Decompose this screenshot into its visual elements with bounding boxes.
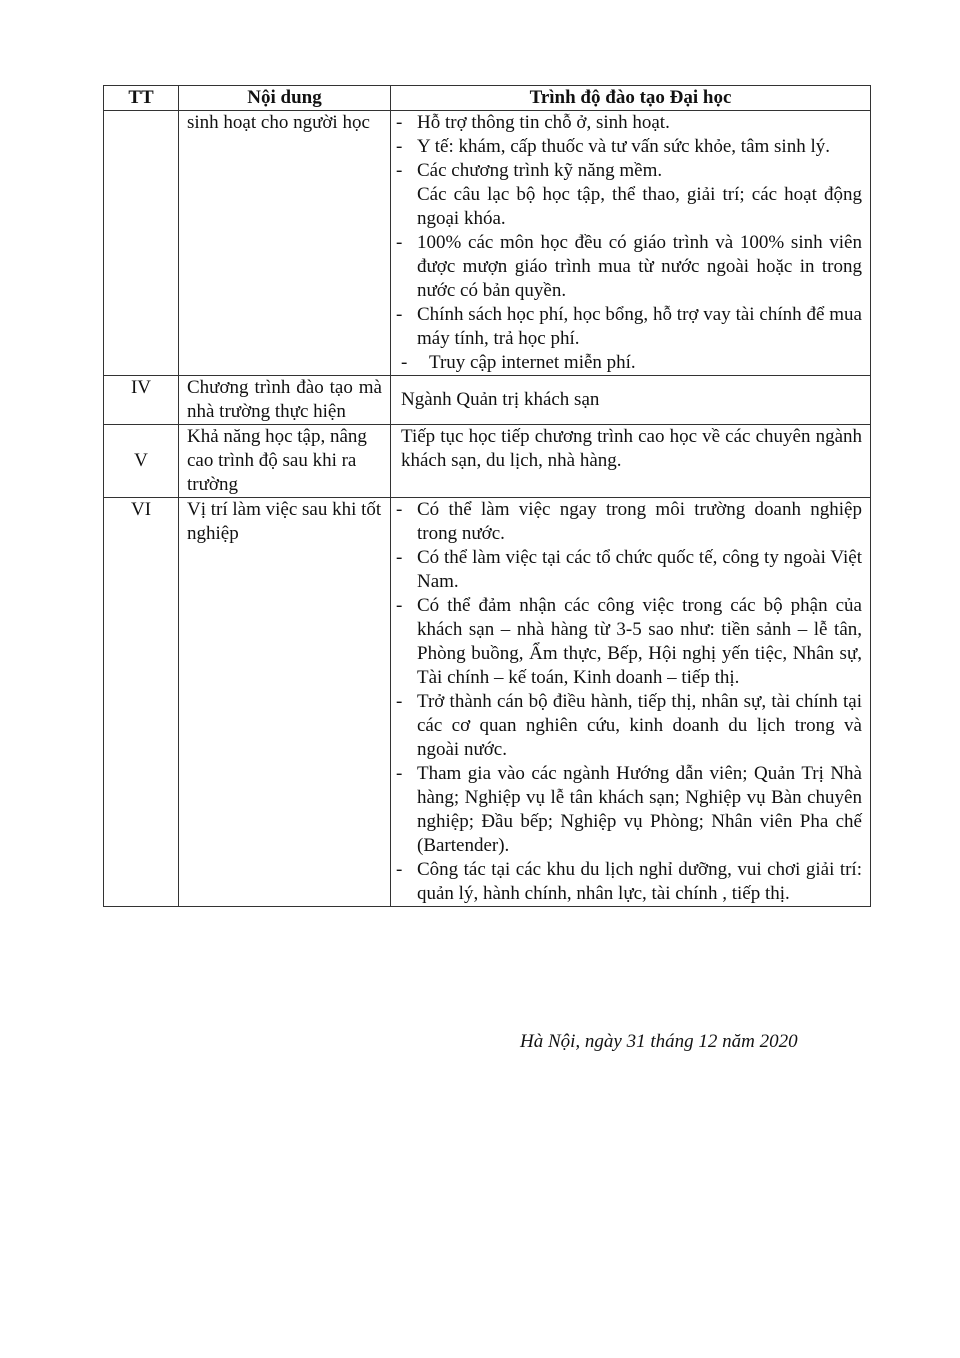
row-v-tt: V xyxy=(104,425,179,498)
header-tt: TT xyxy=(104,86,179,111)
row-support-level xyxy=(391,111,871,376)
support-continuation: Các câu lạc bộ học tập, thể thao, giải trí; các hoạt động ngoại khóa. xyxy=(417,184,862,229)
row-v-level: Tiếp tục học tiếp chương trình cao học về các chuyên ngành khách sạn, du lịch, nhà hàng. xyxy=(391,425,871,498)
list-item: - Có thể đảm nhận các công việc trong các bộ phận của khách sạn – nhà hàng từ 3-5 sao như: tiền sảnh – lễ tân, Phòng buồng, Ẩm thực, Bếp, Hội nghị yến tiệc, Nhân sự, Tài chính – kế toán, Kinh doanh – tiếp thị. xyxy=(396,595,862,688)
program-info-table xyxy=(103,85,871,907)
row-iv-tt: IV xyxy=(104,376,179,425)
place-date-signature-line: Hà Nội, ngày 31 tháng 12 năm 2020 xyxy=(520,1031,798,1052)
list-item: - Tham gia vào các ngành Hướng dẫn viên; Quản Trị Nhà hàng; Nghiệp vụ lễ tân khách sạn; Nghiệp vụ Bàn chuyên nghiệp; Đầu bếp; Nghiệp vụ Phòng; Nhân viên Pha chế (Bartender). xyxy=(396,763,862,856)
table-row-support xyxy=(104,111,871,376)
row-vi-content: Vị trí làm việc sau khi tốt nghiệp xyxy=(179,498,391,907)
list-item: - Có thể làm việc tại các tổ chức quốc tế, công ty ngoài Việt Nam. xyxy=(396,547,862,592)
list-item: - Có thể làm việc ngay trong môi trường doanh nghiệp trong nước. xyxy=(396,499,862,544)
list-item: - Trở thành cán bộ điều hành, tiếp thị, nhân sự, tài chính tại các cơ quan nghiên cứu, kinh doanh du lịch trong và ngoài nước. xyxy=(396,691,862,760)
row-vi-level xyxy=(391,498,871,907)
list-item: - Chính sách học phí, học bổng, hỗ trợ vay tài chính để mua máy tính, trả học phí. xyxy=(396,304,862,349)
header-level: Trình độ đào tạo Đại học xyxy=(391,86,871,111)
table-row-v xyxy=(104,425,871,498)
list-item: - Hỗ trợ thông tin chỗ ở, sinh hoạt. xyxy=(396,112,670,133)
list-item: - Các chương trình kỹ năng mềm. xyxy=(396,160,663,181)
list-item: - Y tế: khám, cấp thuốc và tư vấn sức khỏe, tâm sinh lý. xyxy=(396,136,830,157)
table-row-vi xyxy=(104,498,871,907)
header-content: Nội dung xyxy=(179,86,391,111)
career-list xyxy=(396,498,862,906)
list-item: - 100% các môn học đều có giáo trình và 100% sinh viên được mượn giáo trình mua từ nước ngoài hoặc in trong nước có bản quyền. xyxy=(396,232,862,301)
row-support-tt xyxy=(104,111,179,376)
table-header-row xyxy=(104,86,871,111)
list-item: - Công tác tại các khu du lịch nghỉ dưỡng, vui chơi giải trí: quản lý, hành chính, nhân lực, tài chính , tiếp thị. xyxy=(396,859,862,904)
support-list-2 xyxy=(396,231,862,351)
support-list xyxy=(396,111,862,183)
row-iv-level: Ngành Quản trị khách sạn xyxy=(391,376,871,425)
table-row-iv xyxy=(104,376,871,425)
row-vi-tt: VI xyxy=(104,498,179,907)
support-last-item: - Truy cập internet miễn phí. xyxy=(401,352,636,373)
row-v-content: Khả năng học tập, nâng cao trình độ sau khi ra trường xyxy=(179,425,391,498)
row-iv-content: Chương trình đào tạo mà nhà trường thực hiện xyxy=(179,376,391,425)
row-support-content: sinh hoạt cho người học xyxy=(179,111,391,376)
